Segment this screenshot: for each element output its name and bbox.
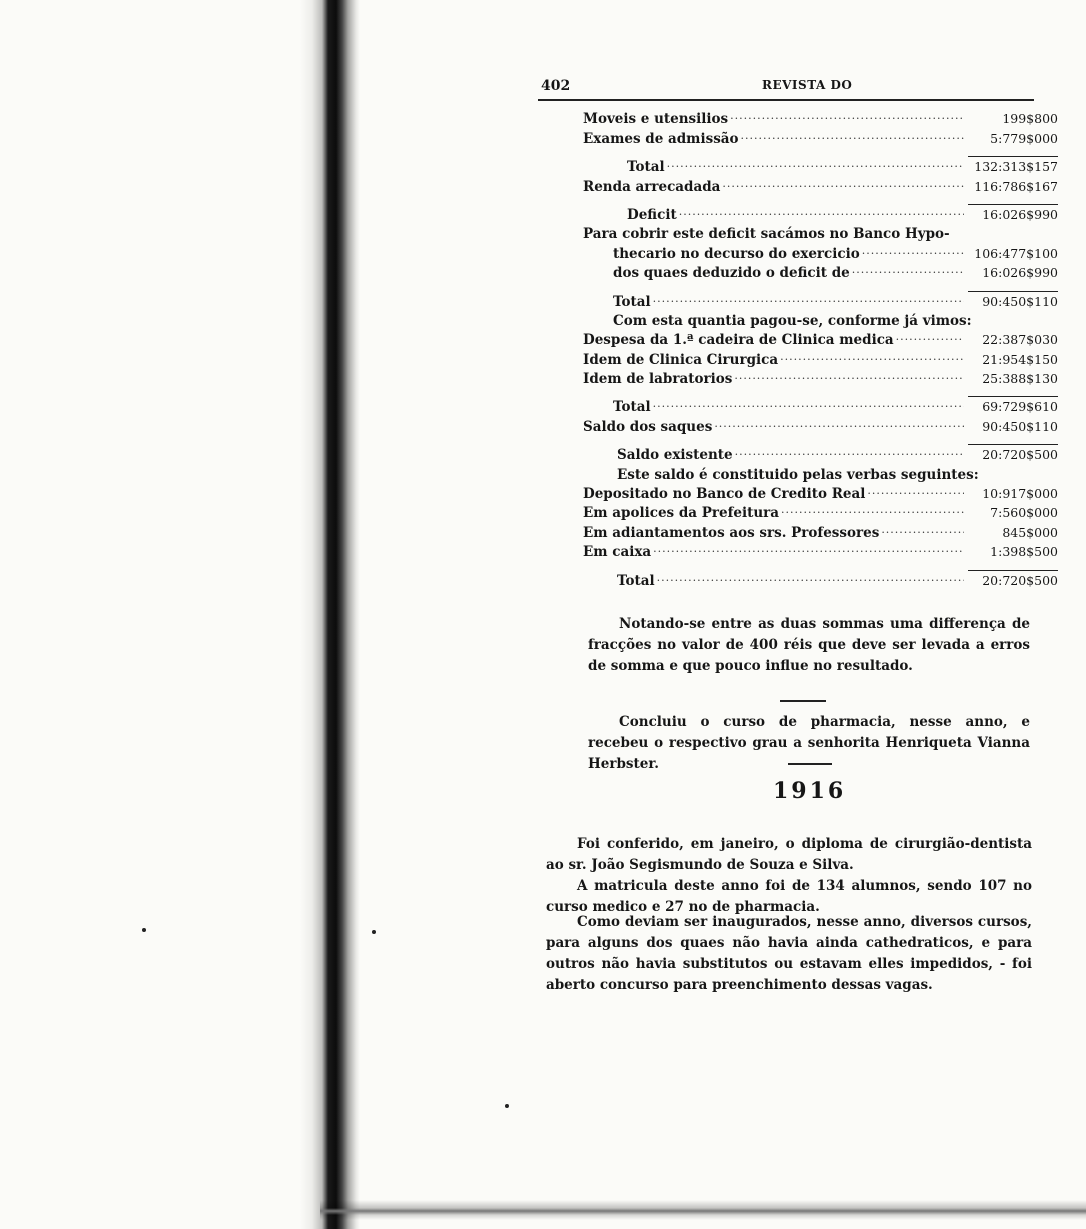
ledger-row	[583, 370, 1058, 389]
ledger-amount: 10:917$000	[982, 486, 1058, 502]
page-bottom-edge	[320, 1200, 1086, 1220]
ledger-row	[583, 504, 1058, 523]
ledger-amount: 21:954$150	[982, 351, 1058, 367]
ledger-amount: 199$800	[1002, 111, 1058, 127]
ledger-amount: 1:398$500	[990, 544, 1058, 560]
section-divider	[780, 700, 826, 702]
ledger-amount: 845$000	[1002, 524, 1058, 540]
financial-ledger	[583, 110, 1058, 591]
ledger-label: Renda arrecadada	[583, 178, 721, 195]
ledger-row	[583, 129, 1058, 148]
ledger-row	[583, 244, 1058, 263]
book-spine-shadow	[300, 0, 360, 1229]
ledger-amount: 16:026$990	[968, 204, 1058, 225]
ledger-total-row	[583, 292, 1058, 311]
ledger-row	[583, 264, 1058, 283]
ledger-label: Saldo dos saques	[583, 418, 713, 435]
ledger-row	[583, 225, 1058, 244]
ledger-total-row	[583, 206, 1058, 225]
ledger-amount: 5:779$000	[990, 130, 1058, 146]
enrollment-paragraph: A matricula deste anno foi de 134 alumnos, sendo 107 no curso medico e 27 no de pharmacia.	[546, 878, 1032, 915]
speck	[142, 928, 146, 932]
ledger-label: Total	[613, 293, 651, 310]
ledger-label: Deficit	[627, 206, 677, 223]
ledger-amount: 20:720$500	[968, 570, 1058, 591]
year-heading: 1916	[773, 778, 847, 804]
ledger-row	[583, 312, 1058, 331]
ledger-amount: 22:387$030	[982, 332, 1058, 348]
speck	[505, 1104, 509, 1108]
ledger-label: Despesa da 1.ª cadeira de Clinica medica	[583, 332, 894, 349]
ledger-row	[583, 465, 1058, 484]
ledger-label: Moveis e utensilios	[583, 111, 729, 128]
ledger-label: dos quaes deduzido o deficit de	[613, 265, 850, 282]
ledger-label: Total	[617, 572, 655, 589]
ledger-label: Em caixa	[583, 544, 652, 561]
header-rule	[538, 99, 1034, 101]
ledger-amount: 25:388$130	[982, 371, 1058, 387]
ledger-label: Em apolices da Prefeitura	[583, 505, 780, 522]
ledger-label: Em adiantamentos aos srs. Professores	[583, 524, 880, 541]
contest-paragraph: Como deviam ser inaugurados, nesse anno, diversos cursos, para alguns dos quaes não havia ainda cathedraticos, e para outros não havia substitutos ou estavam elles impedidos, - foi aberto concurso para preenchimento dessas vagas.	[546, 914, 1032, 993]
ledger-label: Idem de labratorios	[583, 371, 733, 388]
ledger-amount: 16:026$990	[982, 265, 1058, 281]
ledger-label: Total	[613, 399, 651, 416]
rounding-note: Notando-se entre as duas sommas uma differença de fracções no valor de 400 réis que deve ser levada a erros de somma e que pouco influe no resultado.	[588, 616, 1030, 674]
ledger-label: Total	[627, 159, 665, 176]
section-divider	[788, 763, 832, 765]
diploma-paragraph: Foi conferido, em janeiro, o diploma de cirurgião-dentista ao sr. João Segismundo de Souza e Silva.	[546, 836, 1032, 873]
ledger-amount: 20:720$500	[968, 444, 1058, 465]
ledger-label: Com esta quantia pagou-se, conforme já vimos:	[613, 312, 972, 329]
ledger-amount: 90:450$110	[982, 418, 1058, 434]
speck	[372, 930, 376, 934]
ledger-label: Exames de admissão	[583, 130, 739, 147]
page-number: 402	[541, 78, 571, 94]
ledger-row	[583, 543, 1058, 562]
ledger-amount: 69:729$610	[968, 396, 1058, 417]
ledger-amount: 90:450$110	[968, 291, 1058, 312]
ledger-label: Este saldo é constituido pelas verbas seguintes:	[617, 466, 979, 483]
ledger-label: Saldo existente	[617, 447, 733, 464]
ledger-row	[583, 417, 1058, 436]
ledger-amount: 116:786$167	[974, 178, 1058, 194]
ledger-row	[583, 177, 1058, 196]
ledger-label: Depositado no Banco de Credito Real	[583, 486, 866, 503]
ledger-total-row	[583, 571, 1058, 590]
ledger-amount: 132:313$157	[968, 156, 1058, 177]
ledger-amount: 106:477$100	[974, 245, 1058, 261]
running-title: REVISTA DO	[762, 78, 853, 92]
ledger-label: Para cobrir este deficit sacámos no Banco Hypo-	[583, 226, 950, 243]
ledger-amount: 7:560$000	[990, 505, 1058, 521]
ledger-label: Idem de Clinica Cirurgica	[583, 351, 779, 368]
pharmacy-paragraph: Concluiu o curso de pharmacia, nesse anno, e recebeu o respectivo grau a senhorita Henriqueta Vianna Herbster.	[588, 714, 1030, 772]
ledger-total-row	[583, 446, 1058, 465]
ledger-label: thecario no decurso do exercicio	[613, 245, 860, 262]
